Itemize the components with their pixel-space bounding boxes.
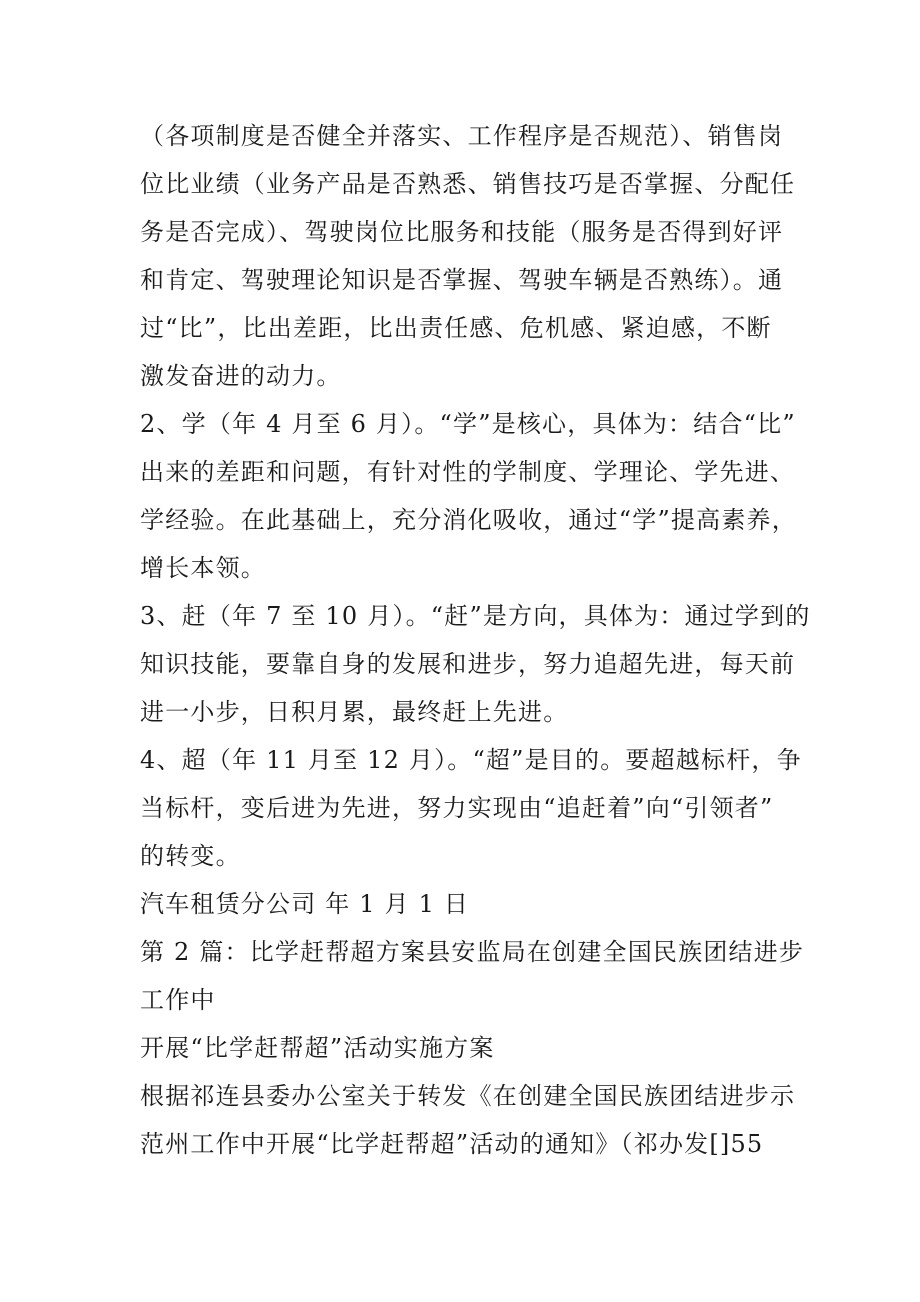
signature-line: 汽车租赁分公司 年 1 月 1 日	[140, 890, 470, 918]
text-line: 根据祁连县委办公室关于转发《在创建全国民族团结进步示	[140, 1082, 796, 1110]
text-line: 和肯定、驾驶理论知识是否掌握、驾驶车辆是否熟练）。通	[140, 266, 784, 294]
text-line: 增长本领。	[140, 554, 266, 582]
document-title: 开展“比学赶帮超”活动实施方案	[140, 1034, 495, 1062]
text-line: 学经验。在此基础上，充分消化吸收，通过“学”提高素养，	[140, 506, 797, 534]
text-line: 出来的差距和问题，有针对性的学制度、学理论、学先进、	[140, 458, 796, 486]
section-heading-continued: 工作中	[140, 986, 216, 1014]
document-body	[140, 112, 811, 1168]
text-line: 4、超（年 11 月至 12 月）。“超”是目的。要超越标杆，争	[140, 746, 802, 774]
section-heading: 第 2 篇：比学赶帮超方案县安监局在创建全国民族团结进步	[140, 938, 805, 966]
text-line: 进一小步，日积月累，最终赶上先进。	[140, 698, 569, 726]
text-line: 务是否完成）、驾驶岗位比服务和技能（服务是否得到好评	[140, 218, 784, 246]
text-line: 当标杆，变后进为先进，努力实现由“追赶着”向“引领者”	[140, 794, 774, 822]
text-line: 知识技能，要靠自身的发展和进步，努力追超先进，每天前	[140, 650, 796, 678]
text-line: 范州工作中开展“比学赶帮超”活动的通知》（祁办发[]55	[140, 1130, 764, 1158]
text-line: 位比业绩（业务产品是否熟悉、销售技巧是否掌握、分配任	[140, 170, 796, 198]
text-line: 2、学（年 4 月至 6 月）。“学”是核心，具体为：结合“比”	[140, 410, 796, 438]
text-line: （各项制度是否健全并落实、工作程序是否规范）、销售岗	[140, 122, 784, 150]
text-line: 的转变。	[140, 842, 241, 870]
text-line: 过“比”，比出差距，比出责任感、危机感、紧迫感，不断	[140, 314, 772, 342]
text-line: 激发奋进的动力。	[140, 362, 342, 390]
text-line: 3、赶（年 7 至 10 月）。“赶”是方向，具体为：通过学到的	[140, 602, 811, 630]
